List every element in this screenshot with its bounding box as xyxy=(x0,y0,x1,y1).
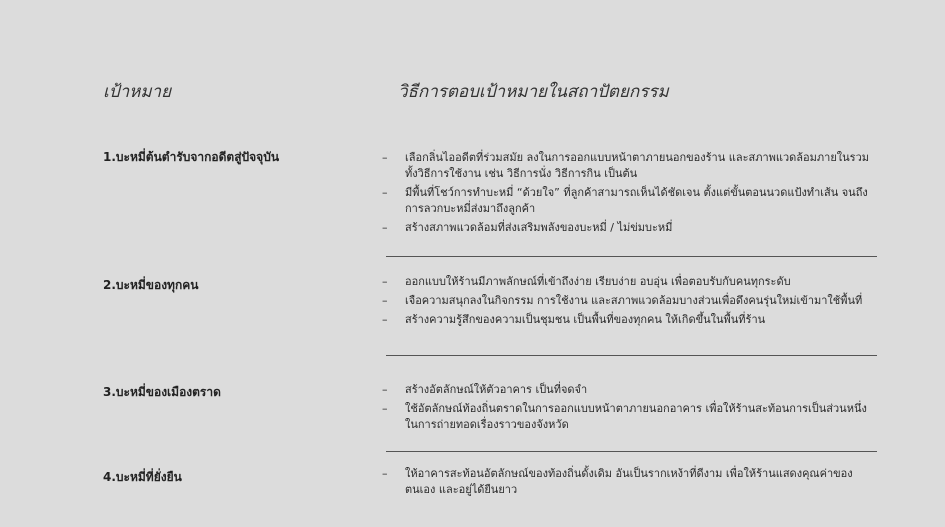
section-divider xyxy=(386,256,877,257)
method-item xyxy=(382,401,872,433)
method-item xyxy=(382,220,872,236)
dash-marker: – xyxy=(382,467,388,480)
method-text: สร้างอัตลักษณ์ให้ตัวอาคาร เป็นที่จดจำ xyxy=(405,383,588,396)
method-item xyxy=(382,293,872,309)
goal-column-heading: เป้าหมาย xyxy=(103,82,172,102)
method-list-3 xyxy=(382,382,872,436)
method-list-4 xyxy=(382,466,872,501)
dash-marker: – xyxy=(382,294,388,307)
goal-title-4: 4.บะหมี่ที่ยั่งยืน xyxy=(103,470,182,484)
dash-marker: – xyxy=(382,402,388,415)
dash-marker: – xyxy=(382,275,388,288)
method-text: เลือกลิ่นไออดีตที่ร่วมสมัย ลงในการออกแบบหน้าตาภายนอกของร้าน และสภาพแวดล้อมภายในรวมทั้งวิธีการใช้งาน เช่น วิธีการนั่ง วิธีการกิน เป็นต้น xyxy=(405,151,869,180)
method-list-1 xyxy=(382,150,872,239)
method-text: มีพื้นที่โชว์การทำบะหมี่ “ด้วยใจ” ที่ลูกค้าสามารถเห็นได้ชัดเจน ตั้งแต่ขั้นตอนนวดแป้งทำเส้น จนถึงการลวกบะหมี่ส่งมาถึงลูกค้า xyxy=(405,186,868,215)
method-item xyxy=(382,466,872,498)
method-text: ออกแบบให้ร้านมีภาพลักษณ์ที่เข้าถึงง่าย เรียบง่าย อบอุ่น เพื่อตอบรับกับคนทุกระดับ xyxy=(405,275,791,288)
dash-marker: – xyxy=(382,383,388,396)
goal-title-1: 1.บะหมี่ต้นตำรับจากอดีตสู่ปัจจุบัน xyxy=(103,150,280,164)
method-item xyxy=(382,274,872,290)
goal-title-3: 3.บะหมี่ของเมืองตราด xyxy=(103,385,221,399)
method-text: สร้างสภาพแวดล้อมที่ส่งเสริมพลังของบะหมี่ / ไม่ข่มบะหมี่ xyxy=(405,221,673,234)
section-divider xyxy=(386,451,877,452)
method-text: เจือความสนุกลงในกิจกรรม การใช้งาน และสภาพแวดล้อมบางส่วนเพื่อดึงคนรุ่นใหม่เข้ามาใช้พื้นที่ xyxy=(405,294,863,307)
method-item xyxy=(382,150,872,182)
dash-marker: – xyxy=(382,151,388,164)
section-divider xyxy=(386,355,877,356)
method-item xyxy=(382,185,872,217)
method-column-heading: วิธีการตอบเป้าหมายในสถาปัตยกรรม xyxy=(398,82,669,102)
method-item xyxy=(382,312,872,328)
dash-marker: – xyxy=(382,186,388,199)
method-list-2 xyxy=(382,274,872,331)
method-text: สร้างความรู้สึกของความเป็นชุมชน เป็นพื้นที่ของทุกคน ให้เกิดขึ้นในพื้นที่ร้าน xyxy=(405,313,766,326)
goal-title-2: 2.บะหมี่ของทุกคน xyxy=(103,278,199,292)
method-text: ให้อาคารสะท้อนอัตลักษณ์ของท้องถิ่นดั้งเดิม อันเป็นรากเหง้าที่ดีงาม เพื่อให้ร้านแสดงคุณค่าของตนเอง และอยู่ได้ยืนยาว xyxy=(405,467,853,496)
method-text: ใช้อัตลักษณ์ท้องถิ่นตราดในการออกแบบหน้าตาภายนอกอาคาร เพื่อให้ร้านสะท้อนการเป็นส่วนหนึ่งในการถ่ายทอดเรื่องราวของจังหวัด xyxy=(405,402,867,431)
dash-marker: – xyxy=(382,221,388,234)
dash-marker: – xyxy=(382,313,388,326)
method-item xyxy=(382,382,872,398)
